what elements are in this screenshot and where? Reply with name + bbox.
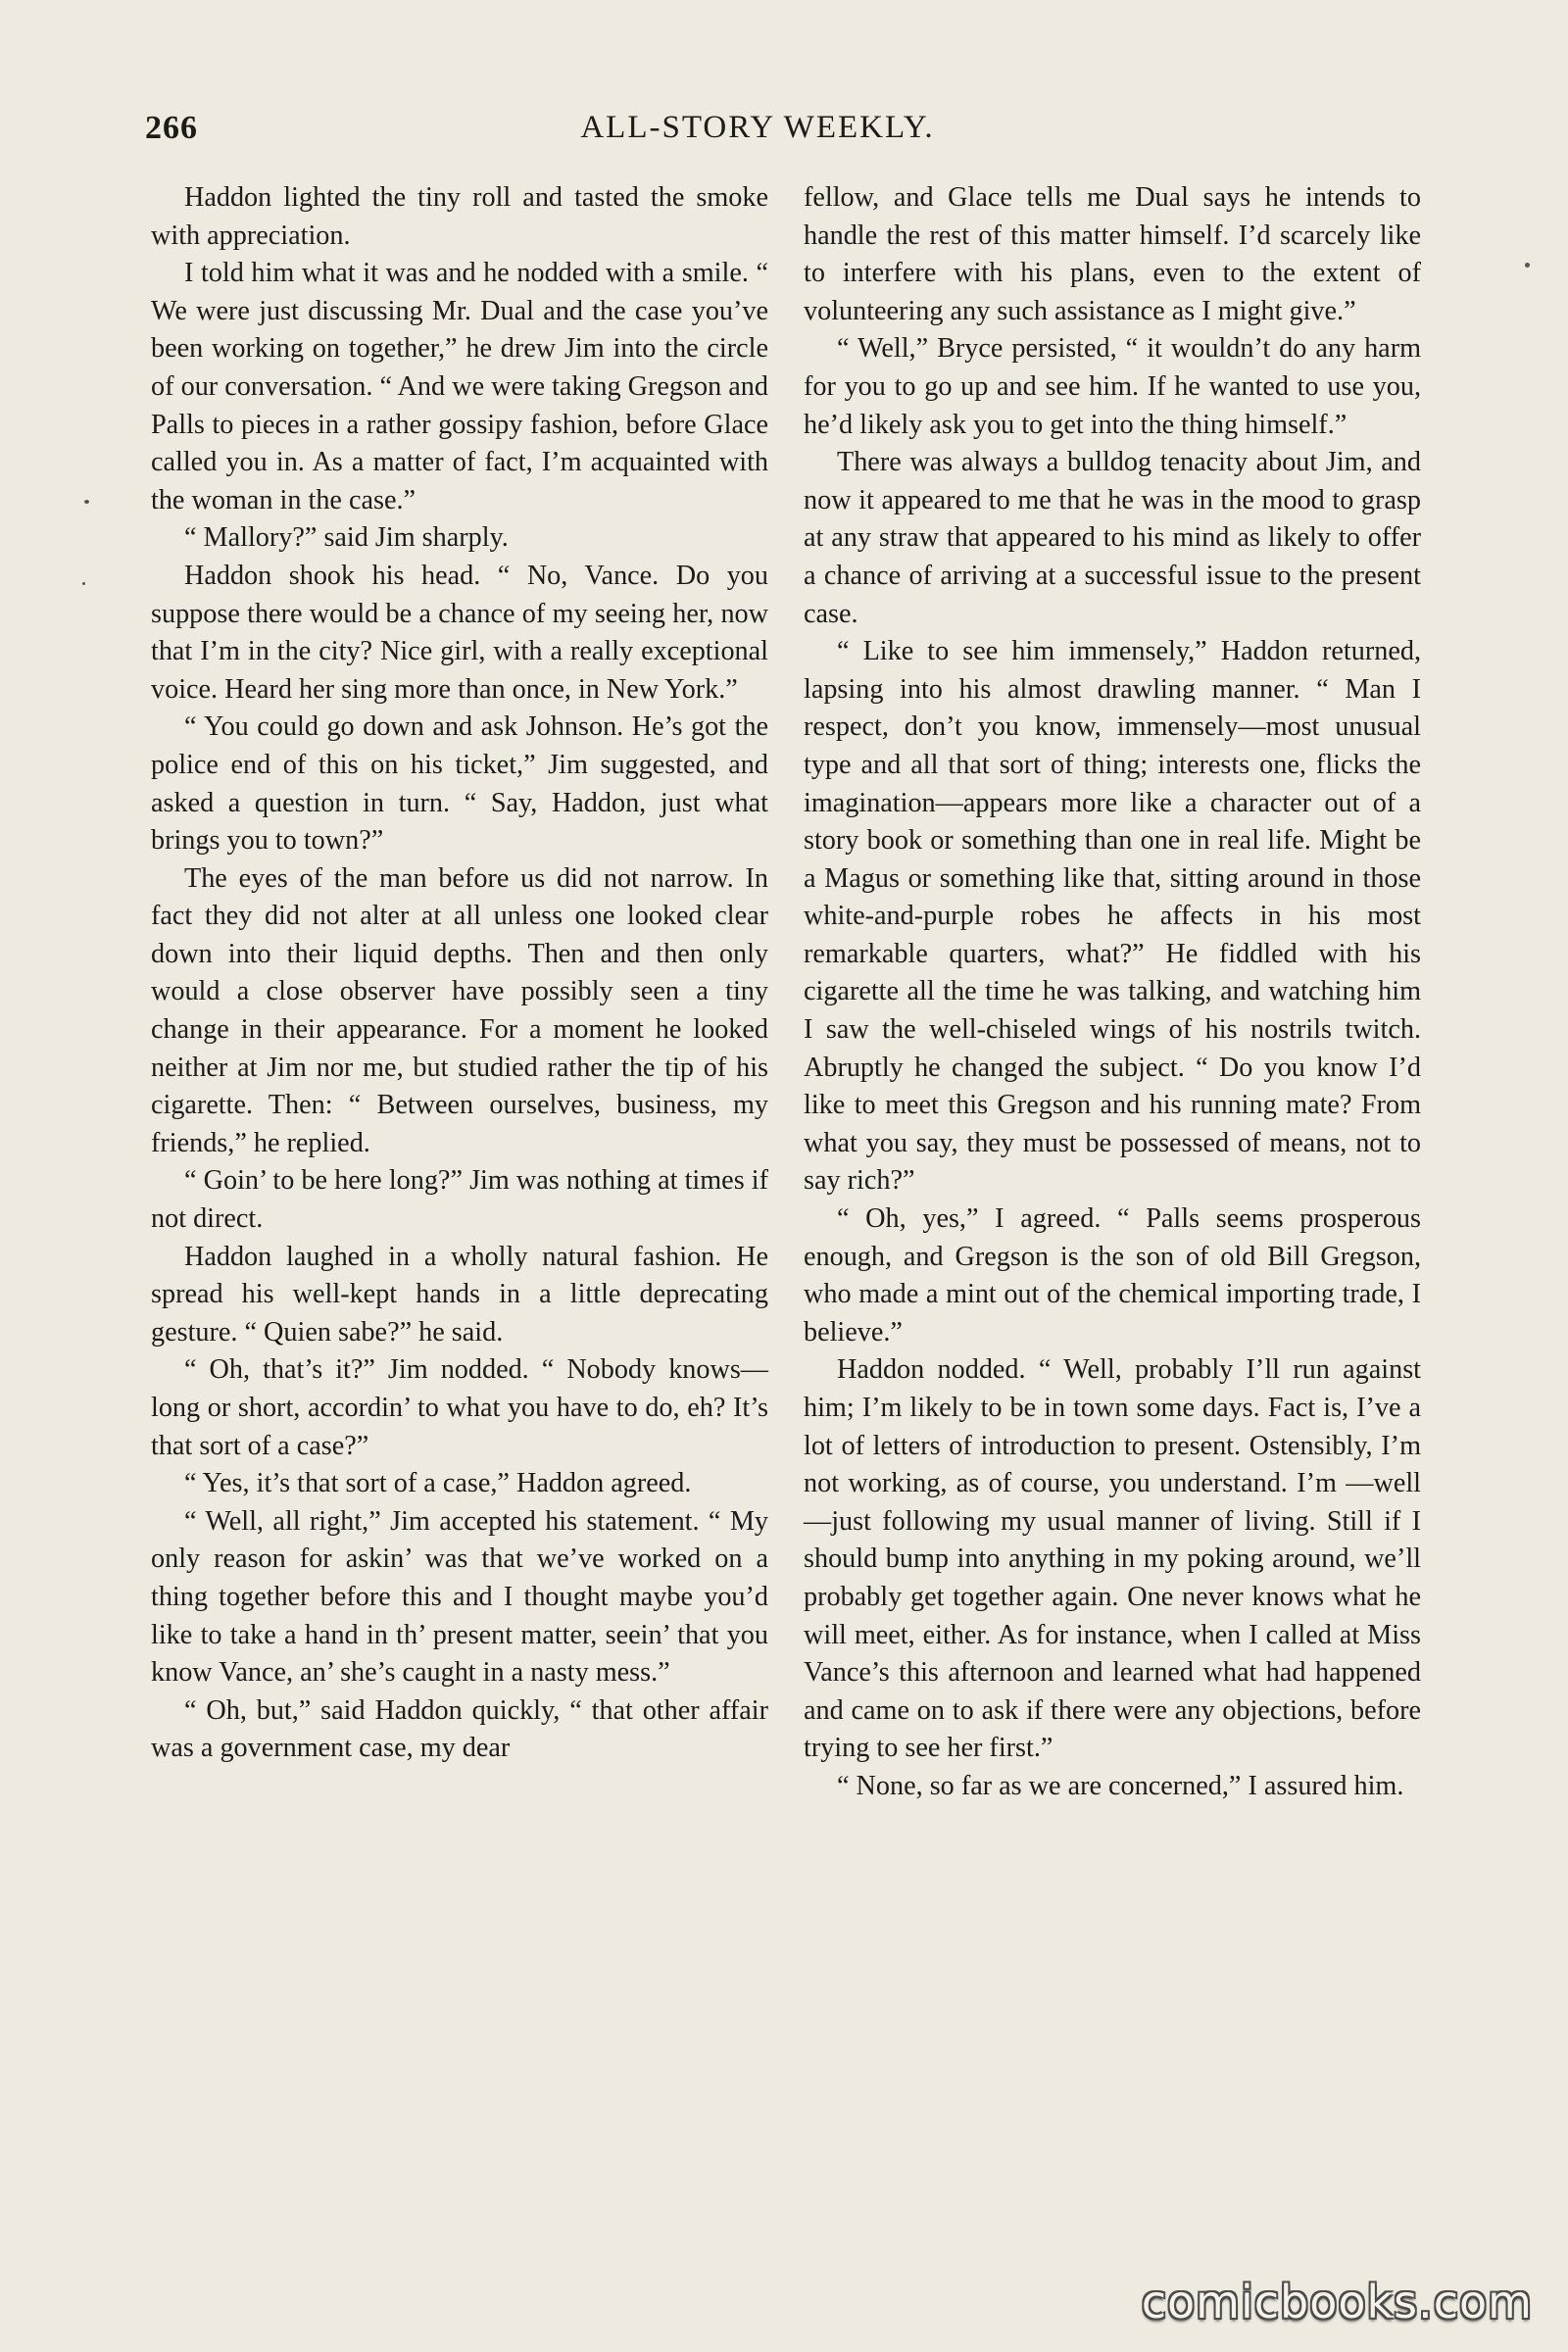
paragraph: There was always a bulldog tenacity about Jim, and now it appeared to me that he was in the mood to grasp at any straw that appeared to his mind as likely to offer a chance of arriving at a successful issue to the present case. [804,447,1421,629]
paragraph: Haddon shook his head. “ No, Vance. Do you suppose there would be a chance of my seeing her, now that I’m in the city? Nice girl, with a really exceptional voice. Heard her sing more than once, in New York.” [151,560,768,705]
paragraph: I told him what it was and he nodded with a smile. “ We were just discussing Mr. Dual and the case you’ve been working on together,” he drew Jim into the circle of our conversation. “ And we were taking Gregson and Palls to pieces in a rather gossipy fashion, before Glace called you in. As a matter of fact, I’m acquainted with the woman in the case.” [151,258,768,515]
page-header [145,110,1370,159]
paragraph: “ Yes, it’s that sort of a case,” Haddon agreed. [184,1468,692,1499]
paragraph: “ You could go down and ask Johnson. He’s got the police end of this on his ticket,” Jim suggested, and asked a question in turn. “ Say, Haddon, just what brings you to town?” [151,711,768,857]
running-title: ALL-STORY WEEKLY. [580,110,935,145]
watermark-logo: comicbooks.com [1141,2276,1533,2328]
page-number: 266 [145,110,198,146]
paragraph: “ Oh, but,” said Haddon quickly, “ that other affair was a government case, my dear [151,1694,768,1764]
paper-speck [1525,263,1530,268]
paragraph: “ Oh, yes,” I agreed. “ Palls seems prosperous enough, and Gregson is the son of old Bill Gregson, who made a mint out of the chemical importing trade, I believe.” [804,1203,1421,1348]
left-column [151,179,768,1768]
paragraph: “ Well,” Bryce persisted, “ it wouldn’t do any harm for you to go up and see him. If he wanted to use you, he’d likely ask you to get into the thing himself.” [804,333,1421,440]
paper-speck [84,500,89,504]
paragraph: Haddon lighted the tiny roll and tasted the smoke with appreciation. [151,182,768,251]
paragraph: “ Mallory?” said Jim sharply. [184,522,509,554]
paragraph: “ Goin’ to be here long?” Jim was nothing at times if not direct. [151,1165,768,1235]
paragraph: “ None, so far as we are concerned,” I assured him. [837,1770,1404,1801]
paragraph: “ Well, all right,” Jim accepted his statement. “ My only reason for askin’ was that we’ve worked on a thing together before this and I thought maybe you’d like to take a hand in th’ present matter, seein’ that you know Vance, an’ she’s caught in a nasty mess.” [151,1505,768,1689]
paragraph: “ Oh, that’s it?” Jim nodded. “ Nobody knows—long or short, accordin’ to what you have to do, eh? It’s that sort of a case?” [151,1354,768,1461]
paragraph: Haddon laughed in a wholly natural fashion. He spread his well-kept hands in a little deprecating gesture. “ Quien sabe?” he said. [151,1241,768,1348]
right-column [804,179,1421,1806]
paragraph: The eyes of the man before us did not narrow. In fact they did not alter at all unless one looked clear down into their liquid depths. Then and then only would a close observer have possibly seen a tiny change in their appearance. For a moment he looked neither at Jim nor me, but studied rather the tip of his cigarette. Then: “ Between ourselves, business, my friends,” he replied. [151,862,768,1158]
paper-speck [82,582,85,585]
paragraph: Haddon nodded. “ Well, probably I’ll run against him; I’m likely to be in town some days. Fact is, I’ve a lot of letters of introduction to present. Ostensibly, I’m not working, as of course, you understand. I’m —well—just following my usual manner of living. Still if I should bump into anything in my poking around, we’ll probably get together again. One never knows what he will meet, either. As for instance, when I called at Miss Vance’s this afternoon and learned what had happened and came on to ask if there were any objections, before trying to see her first.” [804,1354,1421,1764]
paragraph-continued: fellow, and Glace tells me Dual says he intends to handle the rest of this matter himself. I’d scarcely like to interfere with his plans, even to the extent of volunteering any such assistance as I might give.” [804,182,1421,326]
paragraph: “ Like to see him immensely,” Haddon returned, lapsing into his almost drawling manner. “ Man I respect, don’t you know, immensely—most unusual type and all that sort of thing; interests one, flicks the imagination—appears more like a character out of a story book or something than one in real life. Might be a Magus or something like that, sitting around in those white-and-purple robes he affects in his most remarkable quarters, what?” He fiddled with his cigarette all the time he was talking, and watching him I saw the well-chiseled wings of his nostrils twitch. Abruptly he changed the subject. “ Do you know I’d like to meet this Gregson and his running mate? From what you say, they must be possessed of means, not to say rich?” [804,636,1421,1197]
